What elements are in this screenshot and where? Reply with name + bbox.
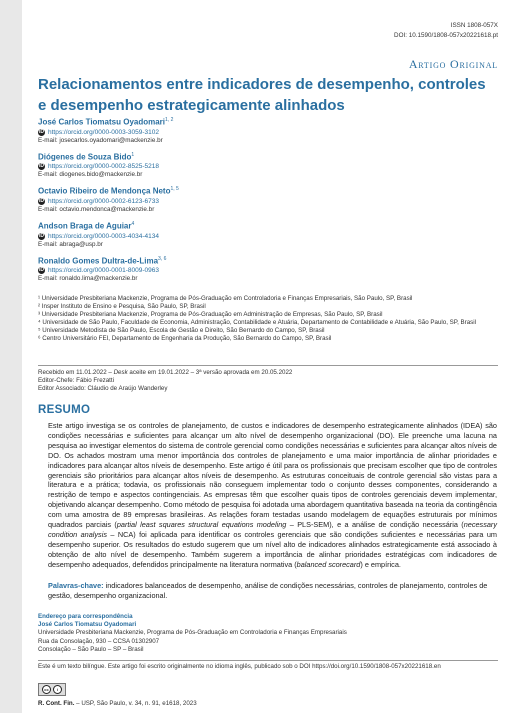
author-affil-sup: 1, 5 bbox=[170, 186, 179, 193]
received-line: Recebido em 11.01.2022 – Desk aceite em 19.01.2022 – 3ª versão aprovada em 20.05.2022 bbox=[38, 369, 293, 376]
orcid-icon: iD bbox=[39, 197, 44, 204]
correspondence-line: Universidade Presbiteriana Mackenzie, Programa de Pós-Graduação em Controladoria e Finanças Empresariais bbox=[38, 629, 347, 637]
author-email[interactable]: E-mail: abraga@usp.br bbox=[38, 240, 103, 248]
orcid-link[interactable]: https://orcid.org/0000-0002-6123-6733 bbox=[48, 197, 159, 205]
associate-editor: Editor Associado: Cláudio de Araújo Wanderley bbox=[38, 385, 168, 393]
correspondence-heading: Endereço para correspondência bbox=[38, 613, 133, 620]
affiliation-item: ⁶ Centro Universitário FEI, Departamento de Engenharia da Produção, São Bernardo do Campo, SP, Brasil bbox=[38, 335, 332, 342]
author-entry bbox=[38, 184, 498, 214]
orcid-link[interactable]: https://orcid.org/0000-0003-4034-4134 bbox=[48, 232, 159, 240]
editorial-dates bbox=[38, 369, 498, 394]
divider bbox=[38, 660, 498, 661]
orcid-icon: iD bbox=[39, 232, 44, 239]
affiliation-item: ⁴ Universidade de São Paulo, Faculdade de Economia, Administração, Contabilidade e Atuária, Departamento de Contabilidade e Atuária, São Paulo, SP, Brasil bbox=[38, 319, 477, 326]
affiliation-item: ⁵ Universidade Metodista de São Paulo, Escola de Gestão e Direito, São Bernardo do Campo, SP, Brasil bbox=[38, 327, 325, 334]
orcid-link[interactable]: https://orcid.org/0000-0002-8525-5218 bbox=[48, 163, 159, 171]
author-entry bbox=[38, 254, 498, 284]
editor-in-chief: Editor-Chefe: Fábio Frezatti bbox=[38, 377, 114, 385]
header-identifiers bbox=[394, 21, 498, 40]
author-name: Diógenes de Souza Bido bbox=[38, 152, 132, 162]
orcid-icon: iD bbox=[39, 267, 44, 274]
author-list bbox=[38, 115, 498, 288]
cc-icon: cc bbox=[42, 685, 51, 694]
author-email[interactable]: E-mail: octavio.mendonca@mackenzie.br bbox=[38, 205, 155, 213]
author-entry bbox=[38, 115, 498, 145]
keywords bbox=[48, 581, 497, 601]
issn-text: ISSN 1808-057X bbox=[450, 22, 498, 29]
author-affil-sup: 1 bbox=[131, 151, 135, 158]
doi-text[interactable]: DOI: 10.1590/1808-057x20221618.pt bbox=[394, 31, 498, 39]
author-name: Andson Braga de Aguiar bbox=[38, 221, 132, 231]
journal-abbrev: R. Cont. Fin. bbox=[38, 700, 75, 707]
page-sidebar-strip bbox=[0, 0, 22, 713]
author-entry bbox=[38, 150, 498, 180]
orcid-link[interactable]: https://orcid.org/0000-0001-8009-0963 bbox=[48, 267, 159, 275]
correspondence-line: Consolação – São Paulo – SP – Brasil bbox=[38, 645, 144, 653]
author-affil-sup: 3, 6 bbox=[158, 255, 167, 262]
keywords-text: indicadores balanceados de desempenho, análise de condições necessárias, controles de planejamento, controles de gestão, desempenho organizacional. bbox=[48, 581, 488, 600]
cc-license-badge[interactable] bbox=[38, 683, 66, 696]
bilingual-note: Este é um texto bilíngue. Este artigo foi escrito originalmente no idioma inglês, publicado sob o DOI https://doi.org/10.1590/1808-057x20221618.en bbox=[38, 663, 441, 670]
correspondence-block bbox=[38, 613, 498, 654]
correspondence-line: Rua da Consolação, 930 – CCSA 01302907 bbox=[38, 637, 160, 645]
orcid-icon: iD bbox=[39, 128, 44, 135]
author-email[interactable]: E-mail: ronaldo.lima@mackenzie.br bbox=[38, 275, 138, 283]
author-affil-sup: 1, 2 bbox=[165, 117, 174, 123]
journal-citation: – USP, São Paulo, v. 34, n. 91, e1618, 2023 bbox=[74, 700, 197, 707]
author-email[interactable]: E-mail: josecarlos.oyadomari@mackenzie.br bbox=[38, 136, 163, 144]
author-email[interactable]: E-mail: diogenes.bido@mackenzie.br bbox=[38, 171, 143, 179]
article-title: Relacionamentos entre indicadores de desempenho, controles e desempenho estrategicamente alinhados bbox=[38, 76, 486, 114]
journal-footer bbox=[38, 700, 197, 707]
author-affil-sup: 4 bbox=[131, 220, 135, 227]
affiliation-list bbox=[38, 295, 508, 343]
author-name: Octavio Ribeiro de Mendonça Neto bbox=[38, 186, 171, 196]
affiliation-item: ¹ Universidade Presbiteriana Mackenzie, Programa de Pós-Graduação em Controladoria e Finanças Empresariais, São Paulo, SP, Brasil bbox=[38, 295, 413, 302]
affiliation-item: ² Insper Instituto de Ensino e Pesquisa, São Paulo, SP, Brasil bbox=[38, 303, 206, 310]
orcid-icon: iD bbox=[39, 163, 44, 170]
author-name: José Carlos Tiomatsu Oyadomari bbox=[38, 117, 166, 127]
author-name: Ronaldo Gomes Dultra-de-Lima bbox=[38, 256, 159, 266]
author-entry bbox=[38, 219, 498, 249]
abstract-heading: RESUMO bbox=[38, 404, 91, 416]
by-icon: i bbox=[53, 685, 62, 694]
abstract-body: Este artigo investiga se os controles de planejamento, de custos e indicadores de desempenho estrategicamente alinhados (IDEA) são condições necessárias e suficientes para alcançar um alto nível de desempenho organizacional (DO). Ele preenche uma lacuna na pesquisa ao investigar elementos do sistema de controle gerencial como condições necessárias e suficientes para alcançar altos níveis de DO. Os achados mostram uma menor importância dos controles de planejamento e uma maior importância de alinhar prioridades e indicadores para alcançar altos níveis de desempenho. Este artigo é útil para os profissionais que precisam escolher que tipo de controles gerenciais são prioritários para alcançar altos níveis de desempenho. As estruturas conceituais de controle gerencial são vistas para a literatura e a prática; todavia, os profissionais não conseguem implementar todo o conjunto desses componentes, considerando a restrição de tempo e aspectos contingenciais. As empresas têm que escolher quais tipos de controles gerenciais devem implementar, objetivando alcançar desempenho. Como método de pesquisa foi adotada uma abordagem quantitativa baseada na teoria da contingência com uma amostra de 89 empresas brasileiras. As relações foram testadas usando modelagem de equações estruturais por mínimos quadrados parciais (partial least squares structural equations modeling – PLS-SEM), e a análise de condição necessária (necessary condition analysis – NCA) foi aplicada para identificar os controles gerenciais que são condições suficientes e necessárias para um desempenho superior. Os resultados do estudo sugerem que um nível alto de indicadores alinhados estrategicamente está associado à obtenção de alto nível de desempenho. Também sugerem a importância de alinhar prioridades estratégicas com indicadores de desempenho adequados, defendidos principalmente na literatura normativa (balanced scorecard) e empírica. bbox=[48, 421, 497, 569]
correspondence-name: José Carlos Tiomatsu Oyadomari bbox=[38, 621, 137, 629]
orcid-link[interactable]: https://orcid.org/0000-0003-3059-3102 bbox=[48, 128, 159, 136]
keywords-label: Palavras-chave: bbox=[48, 581, 104, 590]
divider bbox=[38, 365, 498, 366]
article-kind-label: Artigo Original bbox=[408, 57, 498, 71]
affiliation-item: ³ Universidade Presbiteriana Mackenzie, Programa de Pós-Graduação em Administração de Empresas, São Paulo, SP, Brasil bbox=[38, 311, 383, 318]
